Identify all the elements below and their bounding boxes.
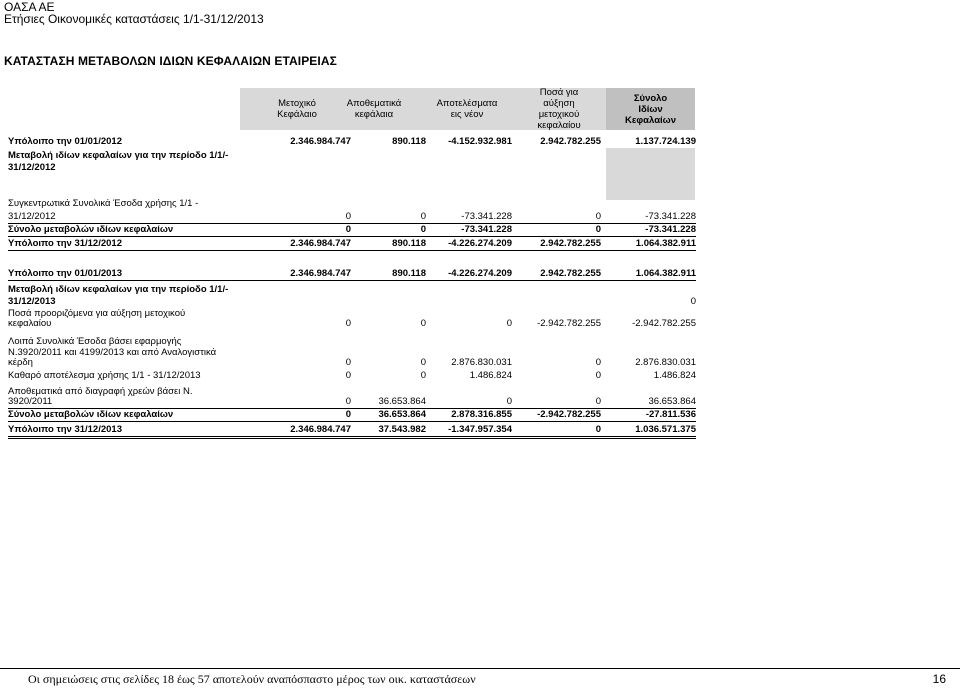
- column-header-reserves: Αποθεματικά κεφάλαια: [346, 98, 402, 120]
- footer-note: Οι σημειώσεις στις σελίδες 18 έως 57 αποτελούν αναπόσπαστο μέρος των οικ. καταστάσεων: [28, 672, 476, 686]
- table-row: Συγκεντρωτικά Συνολικά Έσοδα χρήσης 1/1 -: [8, 198, 199, 209]
- table-row: Μεταβολή ιδίων κεφαλαίων για την περίοδο 1/1/-: [8, 284, 229, 295]
- table-row: Σύνολο μεταβολών ιδίων κεφαλαίων 0 36.653.864 2.878.316.855 -2.942.782.255 -27.811.536: [8, 409, 696, 420]
- table-row: κέρδη 0 0 2.876.830.031 0 2.876.830.031: [8, 357, 696, 368]
- table-row: Μεταβολή ιδίων κεφαλαίων για την περίοδο 1/1/-: [8, 150, 229, 161]
- row-divider: [8, 250, 696, 251]
- row-divider: [8, 436, 696, 437]
- table-row: 31/12/2012: [8, 162, 56, 173]
- table-row: Καθαρό αποτέλεσμα χρήσης 1/1 - 31/12/2013 0 0 1.486.824 0 1.486.824: [8, 370, 696, 381]
- row-divider: [8, 280, 696, 281]
- statement-title: ΚΑΤΑΣΤΑΣΗ ΜΕΤΑΒΟΛΩΝ ΙΔΙΩΝ ΚΕΦΑΛΑΙΩΝ ΕΤΑΙΡΕΙΑΣ: [4, 54, 337, 68]
- column-header-retained-earnings: Αποτελέσματα εις νέον: [436, 98, 498, 120]
- table-row: Υπόλοιπο την 31/12/2012 2.346.984.747 890.118 -4.226.274.209 2.942.782.255 1.064.382.911: [8, 238, 696, 249]
- report-subtitle: Ετήσιες Οικονομικές καταστάσεις 1/1-31/12/2013: [4, 12, 264, 26]
- table-row: Ποσά προοριζόμενα για αύξηση μετοχικού: [8, 308, 186, 319]
- page-number: 16: [932, 672, 946, 686]
- row-divider: [8, 421, 696, 422]
- column-header-capital-increase: Ποσά για αύξηση μετοχικού κεφαλαίου: [537, 87, 581, 131]
- table-row: Αποθεματικά από διαγραφή χρεών βάσει Ν.: [8, 386, 193, 397]
- table-row: Ν.3920/2011 και 4199/2013 και από Αναλογιστικά: [8, 347, 217, 358]
- table-row: 31/12/2012 0 0 -73.341.228 0 -73.341.228: [8, 211, 696, 222]
- table-row: Υπόλοιπο την 31/12/2013 2.346.984.747 37.543.982 -1.347.957.354 0 1.036.571.375: [8, 424, 696, 435]
- table-row: Υπόλοιπο την 01/01/2012 2.346.984.747 890.118 -4.152.932.981 2.942.782.255 1.137.724.139: [8, 136, 696, 147]
- table-row: 31/12/2013 0: [8, 296, 696, 307]
- column-header-total-equity: Σύνολο Ιδίων Κεφαλαίων: [606, 88, 695, 130]
- table-row: Λοιπά Συνολικά Έσοδα βάσει εφαρμογής: [8, 336, 182, 347]
- table-row: Σύνολο μεταβολών ιδίων κεφαλαίων 0 0 -73.341.228 0 -73.341.228: [8, 224, 696, 235]
- double-underline: [8, 438, 696, 439]
- table-row: κεφαλαίου 0 0 0 -2.942.782.255 -2.942.782.255: [8, 318, 696, 329]
- table-row: 3920/2011 0 36.653.864 0 0 36.653.864: [8, 396, 696, 407]
- column-header-share-capital: Μετοχικό Κεφάλαιο: [277, 98, 317, 120]
- row-divider: [8, 236, 696, 237]
- table-row: Υπόλοιπο την 01/01/2013 2.346.984.747 890.118 -4.226.274.209 2.942.782.255 1.064.382.911: [8, 268, 696, 279]
- company-name: ΟΑΣΑ ΑΕ: [4, 0, 55, 14]
